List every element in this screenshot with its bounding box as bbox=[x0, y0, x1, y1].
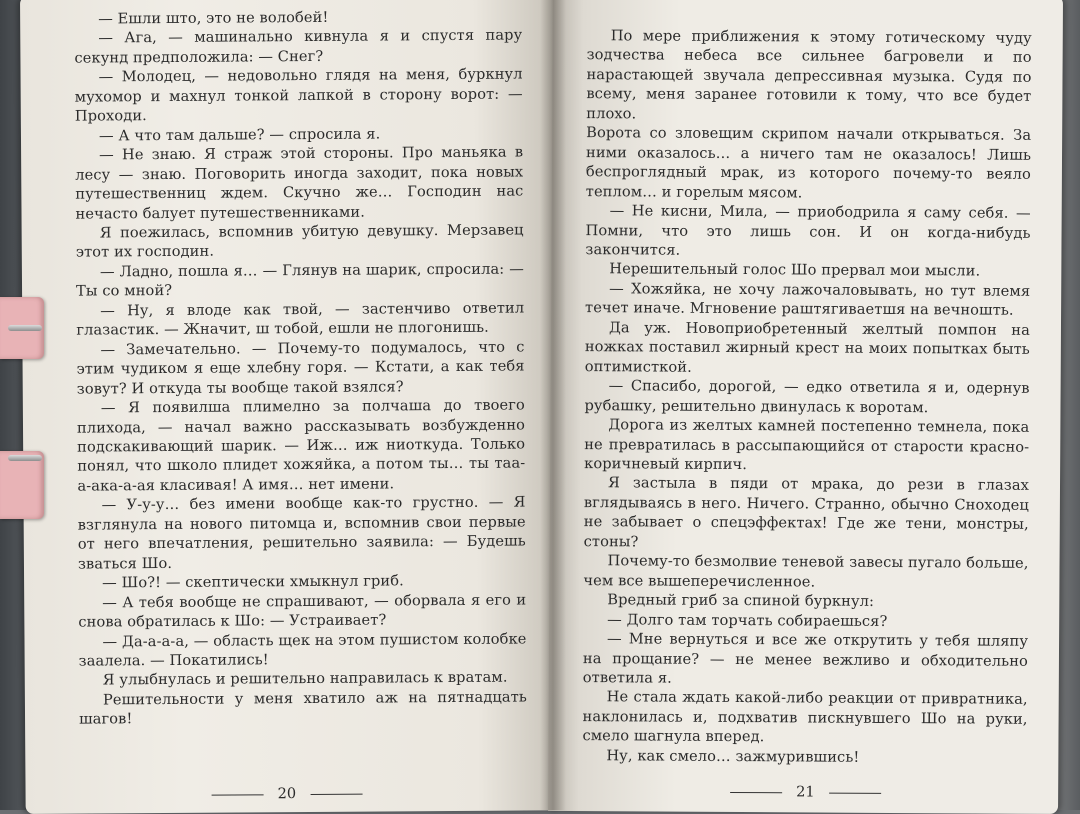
paragraph: — Спасибо, дорогой, — едко ответила я и, одернув рубашку, решительно двинулась к воротам. bbox=[584, 377, 1030, 416]
paragraph: — У-у-у… без имени вообще как-то грустно. — Я взглянула на нового питомца и, вспомнив свои первые от него впечатления, решительно заявила: — Будешь зваться Шо. bbox=[77, 493, 526, 573]
paragraph: Почему-то безмолвие теневой завесы пугало больше, чем все вышеперечисленное. bbox=[583, 552, 1029, 591]
paragraph: — Хожяйка, не хочу лажочаловывать, но тут влемя течет иначе. Мгновение раштягиваетшя на вечношть. bbox=[585, 280, 1031, 320]
paragraph: Вредный гриб за спиной буркнул: bbox=[607, 591, 875, 610]
left-page-number bbox=[198, 784, 377, 804]
paragraph: — Ну, я влоде как твой, — застенчиво ответил глазастик. — Жначит, ш тобой, ешли не плогонишь. bbox=[76, 299, 525, 339]
paragraph: Да уж. Новоприобретенный желтый помпон на ножках поставил жирный крест на моих попытках быть оптимисткой. bbox=[584, 319, 1031, 376]
page-number-label: 21 bbox=[796, 783, 815, 801]
binder-clip-bottom bbox=[0, 451, 44, 519]
paragraph: — Ладно, пошла я… — Глянув на шарик, спросила: — Ты со мной? bbox=[76, 260, 524, 300]
paragraph: — Не кисни, Мила, — приободрила я саму себя. — Помни, что это лишь сон. И он когда-нибудь закончится. bbox=[585, 202, 1031, 259]
paragraph: — А тебя вообще не спрашивают, — оборвала я его и снова обратилась к Шо: — Устраивает? bbox=[78, 591, 527, 631]
paragraph: Дорога из желтых камней постепенно темнела, пока не превратилась в рассыпающийся от старости красно-коричневый кирпич. bbox=[584, 416, 1030, 474]
left-page-text bbox=[74, 6, 527, 729]
paragraph: — Молодец, — недовольно глядя на меня, буркнул мухомор и махнул тонкой лапкой в сторону ворот: — Проходи. bbox=[74, 65, 523, 125]
clip-wire bbox=[8, 325, 42, 331]
paragraph: Ну, как смело… зажмурившись! bbox=[606, 746, 860, 766]
right-page-text bbox=[582, 26, 1032, 768]
paragraph: Нерешительный голос Шо прервал мои мысли. bbox=[609, 260, 981, 280]
paragraph: Я поежилась, вспомнив убитую девушку. Мерзавец этот их господин. bbox=[75, 221, 524, 262]
book-gutter bbox=[540, 0, 566, 810]
page-number-rule bbox=[212, 794, 264, 795]
paragraph: — Мне вернуться и все же открутить у тебя шляпу на прощание? — не менее вежливо и обходительно ответила я. bbox=[582, 630, 1029, 687]
paragraph: — Долго там торчать собираешься? bbox=[607, 610, 888, 630]
paragraph: Решительности у меня хватило аж на пятнадцать шагов! bbox=[78, 688, 527, 728]
left-page bbox=[20, 0, 559, 814]
page-number-rule bbox=[829, 792, 881, 793]
page-number-rule bbox=[730, 791, 782, 792]
paragraph: — Я появилша плимелно за полчаша до твоего плихода, — начал важно рассказывать возбужденно подскакивающий шарик. — Иж… иж ниоткуда. Только понял, что школо плидет хожяйка, а потом ты… ты таа-а-ака-а-ая класивая! А имя… нет имени. bbox=[76, 396, 526, 495]
page-number-label: 20 bbox=[277, 785, 297, 803]
paragraph: — Ешли што, это не волобей! bbox=[98, 8, 329, 28]
paragraph: По мере приближения к этому готическому чуду зодчества небеса все сильнее багровели и по нарастающей звучала депрессивная музыка. Судя по всему, меня заранее готовили к тому, что все будет плохо. bbox=[586, 27, 1032, 123]
paragraph: — Замечательно. — Почему-то подумалось, что с этим чудиком я еще хлебну горя. — Кстати, а как тебя зовут? И откуда ты вообще такой взялся? bbox=[76, 338, 525, 398]
page-number-rule bbox=[310, 793, 362, 794]
paragraph: Я улыбнулась и решительно направилась к вратам. bbox=[102, 669, 508, 689]
paragraph: — Ага, — машинально кивнула я и спустя пару секунд предположила: — Снег? bbox=[74, 26, 523, 67]
paragraph: Не стала ждать какой-либо реакции от привратника, наклонилась и, подхватив пискнувшего Шо на руки, смело шагнула вперед. bbox=[582, 688, 1028, 746]
right-page bbox=[548, 0, 1063, 814]
paragraph: Я застыла в пяди от мрака, до рези в глазах вглядываясь в него. Ничего. Странно, обычно Сноходец не забывает о спецэффектах! Где же тени, монстры, стоны? bbox=[583, 474, 1030, 551]
binder-clip-top bbox=[0, 297, 44, 359]
paragraph: Ворота со зловещим скрипом начали открываться. За ними оказалось… а ничего там не оказалось! Лишь беспроглядный мрак, из которого почему-то веяло теплом… и горелым мясом. bbox=[585, 124, 1032, 202]
right-page-number bbox=[716, 782, 895, 802]
paragraph: — Шо?! — скептически хмыкнул гриб. bbox=[102, 572, 404, 592]
paragraph: — Да-а-а-а, — область щек на этом пушистом колобке заалела. — Покатились! bbox=[78, 629, 527, 670]
paragraph: — А что там дальше? — спросила я. bbox=[98, 125, 381, 145]
clip-wire bbox=[8, 455, 42, 461]
paragraph: — Не знаю. Я страж этой стороны. Про маньяка в лесу — знаю. Поговорить иногда заходит, пока новых путешественниц ждем. Скучно же… Господин нас нечасто балует путешественниками. bbox=[75, 143, 524, 223]
